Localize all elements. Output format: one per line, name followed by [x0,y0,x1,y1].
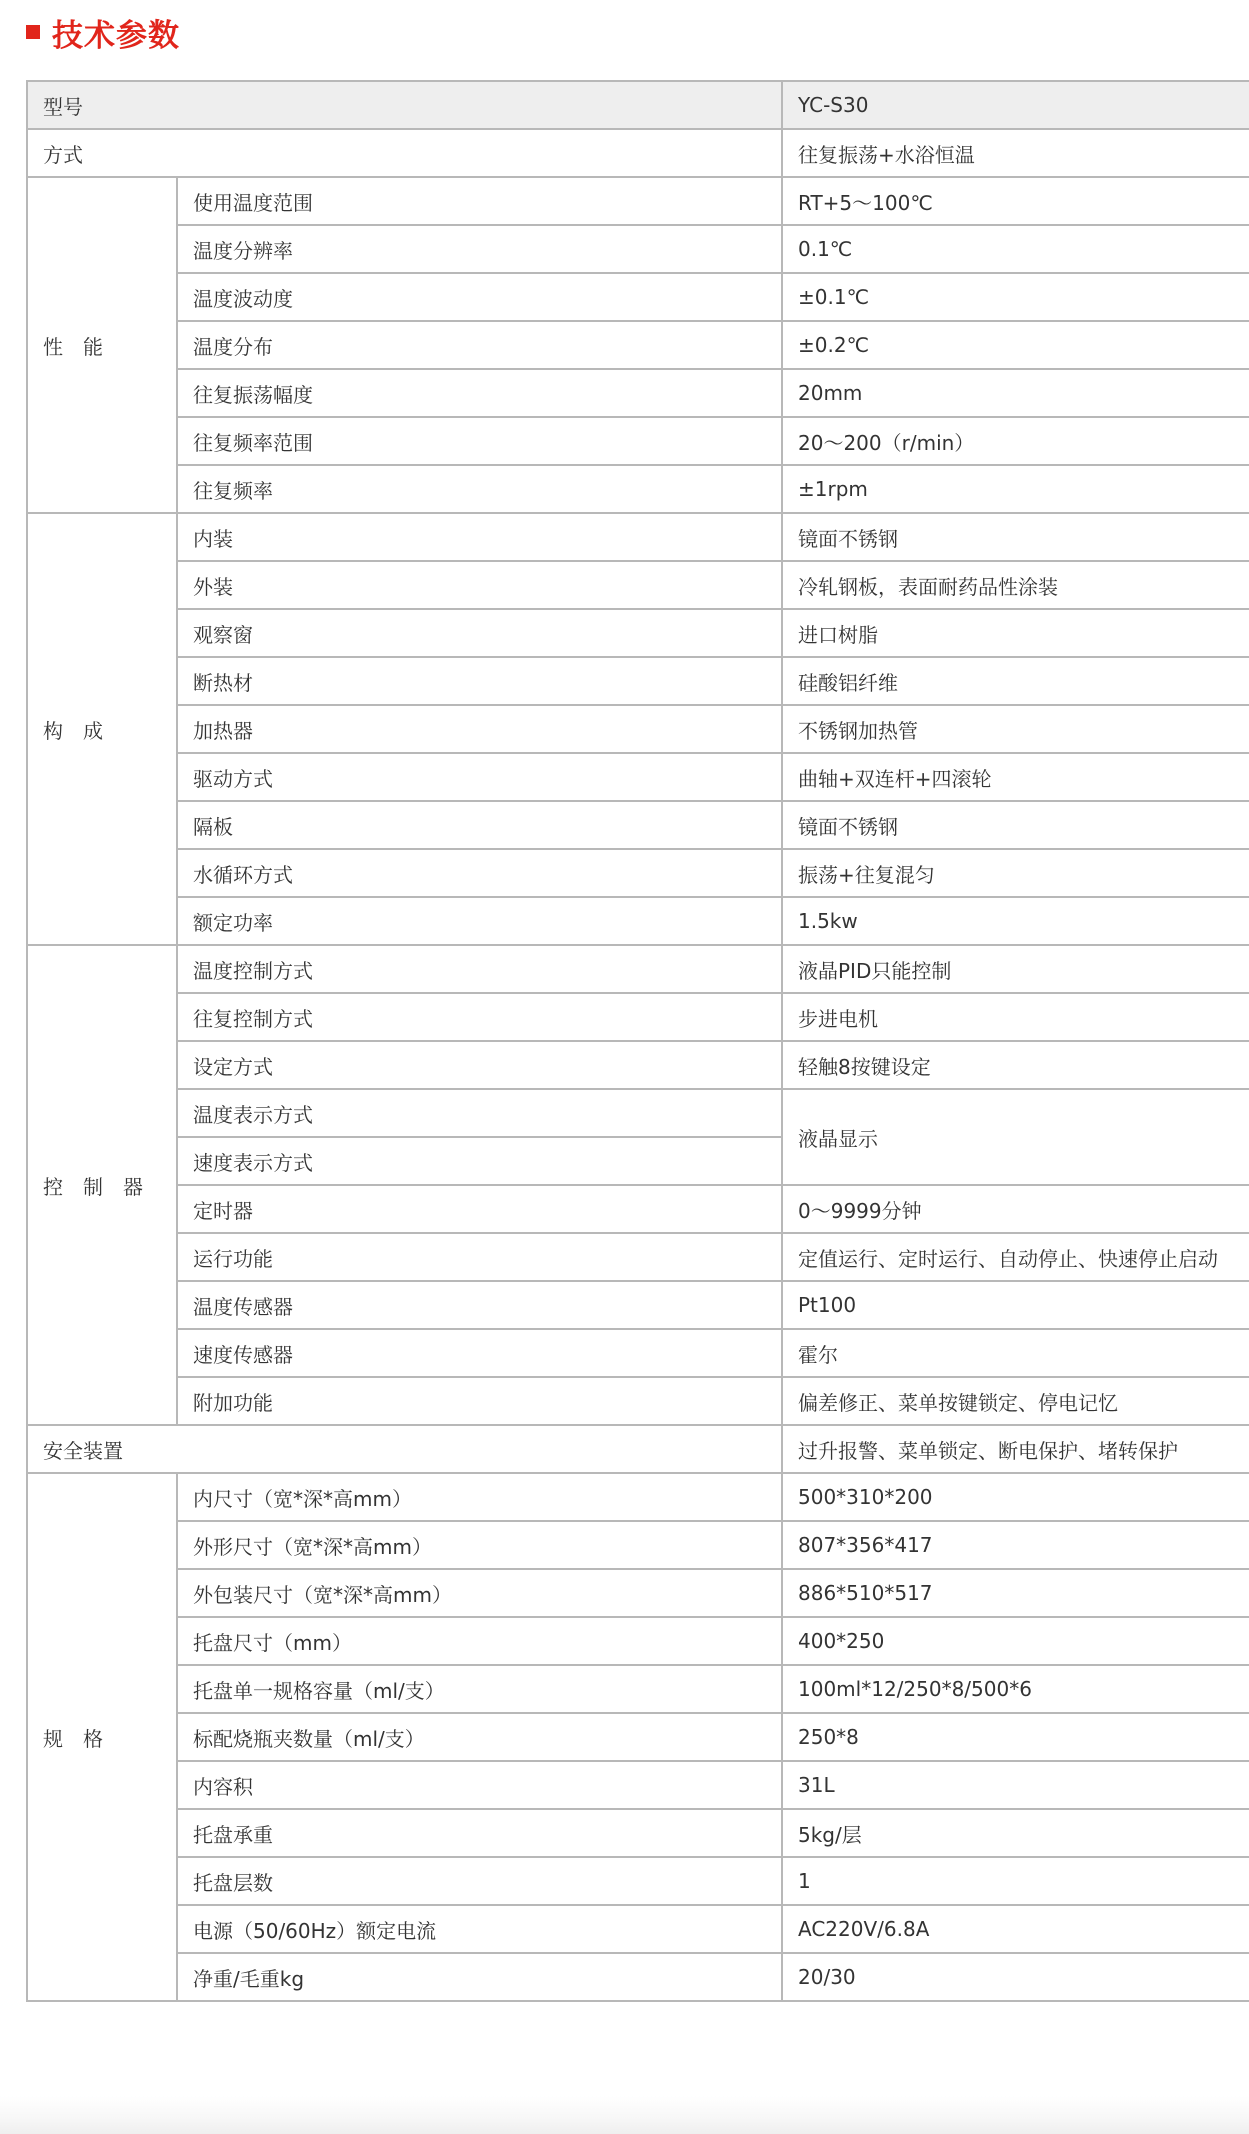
row-value: 液晶PID只能控制 [782,945,1249,993]
row-label: 额定功率 [177,897,782,945]
row-value: 镜面不锈钢 [782,513,1249,561]
row-label: 加热器 [177,705,782,753]
model-label: 型号 [27,81,782,129]
row-label: 温度分辨率 [177,225,782,273]
row-value: ±1rpm [782,465,1249,513]
row-value: 0～9999分钟 [782,1185,1249,1233]
row-label: 电源（50/60Hz）额定电流 [177,1905,782,1953]
mode-label: 方式 [27,129,782,177]
table-row [27,321,1249,369]
table-row [27,1281,1249,1329]
table-row [27,1329,1249,1377]
row-label: 附加功能 [177,1377,782,1425]
table-row [27,753,1249,801]
table-row [27,657,1249,705]
row-value: 步进电机 [782,993,1249,1041]
spec-table [26,80,1249,2002]
table-row [27,225,1249,273]
table-row [27,1665,1249,1713]
table-row [27,609,1249,657]
table-row [27,1041,1249,1089]
row-label: 托盘层数 [177,1857,782,1905]
table-row [27,1185,1249,1233]
table-row [27,1617,1249,1665]
row-value: 500*310*200 [782,1473,1249,1521]
safety-value: 过升报警、菜单锁定、断电保护、堵转保护 [782,1425,1249,1473]
row-label: 托盘承重 [177,1809,782,1857]
row-value: 31L [782,1761,1249,1809]
row-label: 内尺寸（宽*深*高mm） [177,1473,782,1521]
row-label: 温度传感器 [177,1281,782,1329]
row-value: RT+5～100℃ [782,177,1249,225]
row-value: 硅酸铝纤维 [782,657,1249,705]
table-row [27,1473,1249,1521]
table-row [27,1809,1249,1857]
mode-value: 往复振荡+水浴恒温 [782,129,1249,177]
row-value: 冷轧钢板，表面耐药品性涂装 [782,561,1249,609]
row-value: AC220V/6.8A [782,1905,1249,1953]
square-bullet-icon [26,25,40,39]
row-value: 定值运行、定时运行、自动停止、快速停止启动 [782,1233,1249,1281]
row-value: ±0.2℃ [782,321,1249,369]
table-row [27,1953,1249,2001]
row-value: 偏差修正、菜单按键锁定、停电记忆 [782,1377,1249,1425]
row-value: 250*8 [782,1713,1249,1761]
row-label: 往复频率 [177,465,782,513]
table-row [27,513,1249,561]
table-row [27,561,1249,609]
group-label-controller: 控 制 器 [27,945,177,1425]
row-value: 振荡+往复混匀 [782,849,1249,897]
row-label: 驱动方式 [177,753,782,801]
table-row [27,1425,1249,1473]
row-label: 内容积 [177,1761,782,1809]
row-value: 400*250 [782,1617,1249,1665]
row-label: 温度分布 [177,321,782,369]
row-value: 1 [782,1857,1249,1905]
row-label: 断热材 [177,657,782,705]
row-label: 定时器 [177,1185,782,1233]
row-value-merged: 液晶显示 [782,1089,1249,1185]
row-label: 外装 [177,561,782,609]
row-label: 温度波动度 [177,273,782,321]
table-row [27,417,1249,465]
table-row [27,897,1249,945]
table-header-row [27,81,1249,129]
table-row [27,1089,1249,1137]
table-row [27,705,1249,753]
row-label: 托盘尺寸（mm） [177,1617,782,1665]
row-label: 水循环方式 [177,849,782,897]
table-row [27,129,1249,177]
row-label: 速度表示方式 [177,1137,782,1185]
row-label: 托盘单一规格容量（ml/支） [177,1665,782,1713]
row-label: 使用温度范围 [177,177,782,225]
row-label: 往复控制方式 [177,993,782,1041]
row-value: 20mm [782,369,1249,417]
row-value: 5kg/层 [782,1809,1249,1857]
row-value: 100ml*12/250*8/500*6 [782,1665,1249,1713]
row-value: 进口树脂 [782,609,1249,657]
row-label: 往复频率范围 [177,417,782,465]
row-value: 1.5kw [782,897,1249,945]
model-value: YC-S30 [782,81,1249,129]
group-label-performance: 性 能 [27,177,177,513]
row-value: 曲轴+双连杆+四滚轮 [782,753,1249,801]
row-value: Pt100 [782,1281,1249,1329]
row-value: 886*510*517 [782,1569,1249,1617]
row-label: 速度传感器 [177,1329,782,1377]
row-label: 往复振荡幅度 [177,369,782,417]
row-label: 观察窗 [177,609,782,657]
row-label: 外包装尺寸（宽*深*高mm） [177,1569,782,1617]
table-row [27,849,1249,897]
bottom-shadow [0,2096,1249,2134]
row-value: 轻触8按键设定 [782,1041,1249,1089]
table-row [27,1233,1249,1281]
row-value: 807*356*417 [782,1521,1249,1569]
row-label: 净重/毛重kg [177,1953,782,2001]
row-label: 设定方式 [177,1041,782,1089]
table-row [27,1569,1249,1617]
table-row [27,1377,1249,1425]
section-title: 技术参数 [52,17,180,54]
row-label: 运行功能 [177,1233,782,1281]
row-label: 隔板 [177,801,782,849]
row-value: 20～200（r/min） [782,417,1249,465]
group-label-construction: 构 成 [27,513,177,945]
table-row [27,1761,1249,1809]
table-row [27,369,1249,417]
row-value: 20/30 [782,1953,1249,2001]
table-row [27,465,1249,513]
section-heading [26,8,180,56]
table-row [27,801,1249,849]
row-value: ±0.1℃ [782,273,1249,321]
table-row [27,1905,1249,1953]
row-value: 不锈钢加热管 [782,705,1249,753]
safety-label: 安全装置 [27,1425,782,1473]
table-row [27,1857,1249,1905]
row-label: 外形尺寸（宽*深*高mm） [177,1521,782,1569]
row-label: 温度控制方式 [177,945,782,993]
row-label: 标配烧瓶夹数量（ml/支） [177,1713,782,1761]
table-row [27,273,1249,321]
row-value: 0.1℃ [782,225,1249,273]
table-row [27,945,1249,993]
row-label: 内装 [177,513,782,561]
row-label: 温度表示方式 [177,1089,782,1137]
table-row [27,1521,1249,1569]
table-row [27,1713,1249,1761]
group-label-specs: 规 格 [27,1473,177,2001]
table-row [27,993,1249,1041]
row-value: 镜面不锈钢 [782,801,1249,849]
row-value: 霍尔 [782,1329,1249,1377]
table-row [27,177,1249,225]
